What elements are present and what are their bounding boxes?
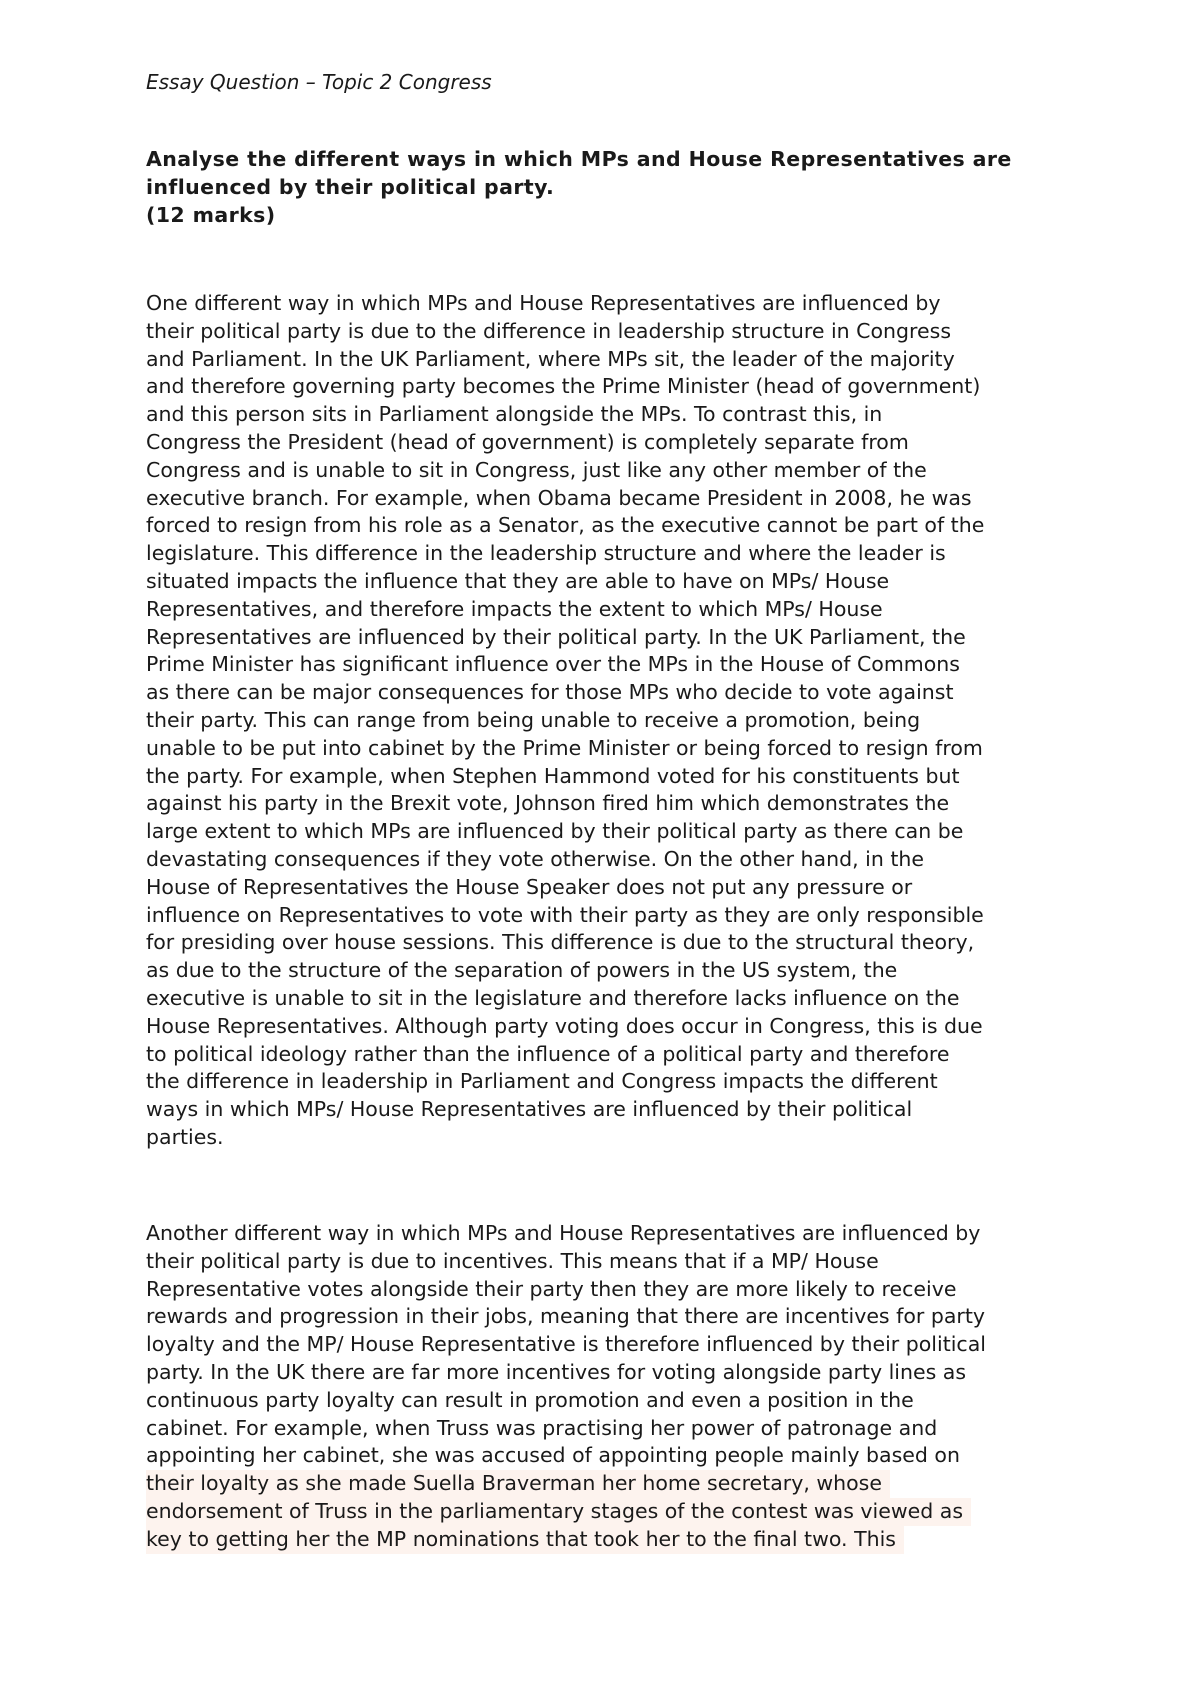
paragraph-1-line: executive is unable to sit in the legislature and therefore lacks influence on the bbox=[146, 985, 960, 1010]
question-line: Analyse the different ways in which MPs and House Representatives are bbox=[146, 147, 1012, 171]
paragraph-2-line: appointing her cabinet, she was accused of appointing people mainly based on bbox=[146, 1443, 960, 1468]
essay-heading: Essay Question – Topic 2 Congress bbox=[146, 70, 492, 94]
paragraph-1-line: Prime Minister has significant influence over the MPs in the House of Commons bbox=[146, 652, 960, 677]
paragraph-2-line: key to getting her the MP nominations that took her to the final two. This bbox=[146, 1526, 904, 1554]
paragraph-1-line: their political party is due to the difference in leadership structure in Congress bbox=[146, 318, 951, 343]
essay-question bbox=[146, 145, 1012, 229]
paragraph-1-line: as due to the structure of the separation of powers in the US system, the bbox=[146, 958, 898, 983]
paragraph-1-line: situated impacts the influence that they are able to have on MPs/ House bbox=[146, 568, 890, 593]
paragraph-1-line: for presiding over house sessions. This difference is due to the structural theory, bbox=[146, 930, 975, 955]
paragraph-1-line: devastating consequences if they vote otherwise. On the other hand, in the bbox=[146, 846, 924, 871]
paragraph-2-line: party. In the UK there are far more incentives for voting alongside party lines as bbox=[146, 1359, 967, 1384]
paragraph-2-line: loyalty and the MP/ House Representative is therefore influenced by their political bbox=[146, 1332, 986, 1357]
paragraph-1-line: executive branch. For example, when Obama became President in 2008, he was bbox=[146, 485, 972, 510]
paragraph-1-line: forced to resign from his role as a Senator, as the executive cannot be part of the bbox=[146, 513, 985, 538]
paragraph-2-line: their loyalty as she made Suella Braverman her home secretary, whose bbox=[146, 1470, 890, 1498]
paragraph-1-line: the party. For example, when Stephen Hammond voted for his constituents but bbox=[146, 763, 960, 788]
paragraph-1-line: parties. bbox=[146, 1124, 224, 1149]
paragraph-1-line: Representatives are influenced by their political party. In the UK Parliament, the bbox=[146, 624, 966, 649]
paragraph-2-line: cabinet. For example, when Truss was practising her power of patronage and bbox=[146, 1415, 938, 1440]
paragraph-1-line: House of Representatives the House Speaker does not put any pressure or bbox=[146, 874, 913, 899]
paragraph-1-line: Representatives, and therefore impacts the extent to which MPs/ House bbox=[146, 596, 883, 621]
paragraph-1-line: to political ideology rather than the influence of a political party and therefore bbox=[146, 1041, 950, 1066]
paragraph-2-line: rewards and progression in their jobs, meaning that there are incentives for party bbox=[146, 1304, 986, 1329]
paragraph-2-line: Representative votes alongside their party then they are more likely to receive bbox=[146, 1276, 957, 1301]
paragraph-1-line: One different way in which MPs and House Representatives are influenced by bbox=[146, 291, 941, 315]
paragraph-1-line: against his party in the Brexit vote, Johnson fired him which demonstrates the bbox=[146, 791, 950, 816]
paragraph-2-line: endorsement of Truss in the parliamentary stages of the contest was viewed as bbox=[146, 1498, 971, 1526]
paragraph-1-line: House Representatives. Although party voting does occur in Congress, this is due bbox=[146, 1013, 983, 1038]
paragraph-1-line: large extent to which MPs are influenced by their political party as there can be bbox=[146, 819, 964, 844]
paragraph-1-line: Congress the President (head of government) is completely separate from bbox=[146, 429, 909, 454]
paragraph-1-line: and Parliament. In the UK Parliament, where MPs sit, the leader of the majority bbox=[146, 346, 955, 371]
paragraph-2-line: their political party is due to incentives. This means that if a MP/ House bbox=[146, 1248, 879, 1273]
paragraph-1-line: ways in which MPs/ House Representatives are influenced by their political bbox=[146, 1097, 913, 1122]
paragraph-2-line: continuous party loyalty can result in promotion and even a position in the bbox=[146, 1387, 914, 1412]
paragraph-1-line: Congress and is unable to sit in Congress, just like any other member of the bbox=[146, 457, 927, 482]
paragraph-1-line: their party. This can range from being unable to receive a promotion, being bbox=[146, 707, 921, 732]
paragraph-1-line: and therefore governing party becomes the Prime Minister (head of government) bbox=[146, 374, 981, 399]
paragraph-1-line: and this person sits in Parliament alongside the MPs. To contrast this, in bbox=[146, 402, 883, 427]
paragraph-1-line: the difference in leadership in Parliament and Congress impacts the different bbox=[146, 1069, 938, 1094]
paragraph-1-line: influence on Representatives to vote with their party as they are only responsible bbox=[146, 902, 984, 927]
paragraph-1-line: legislature. This difference in the leadership structure and where the leader is bbox=[146, 541, 946, 566]
paragraph-2 bbox=[146, 1220, 986, 1554]
paragraph-1 bbox=[146, 290, 984, 1152]
question-line: (12 marks) bbox=[146, 203, 276, 227]
paragraph-1-line: as there can be major consequences for those MPs who decide to vote against bbox=[146, 680, 954, 705]
paragraph-1-line: unable to be put into cabinet by the Prime Minister or being forced to resign from bbox=[146, 735, 983, 760]
question-line: influenced by their political party. bbox=[146, 175, 555, 199]
paragraph-2-line: Another different way in which MPs and House Representatives are influenced by bbox=[146, 1221, 981, 1245]
